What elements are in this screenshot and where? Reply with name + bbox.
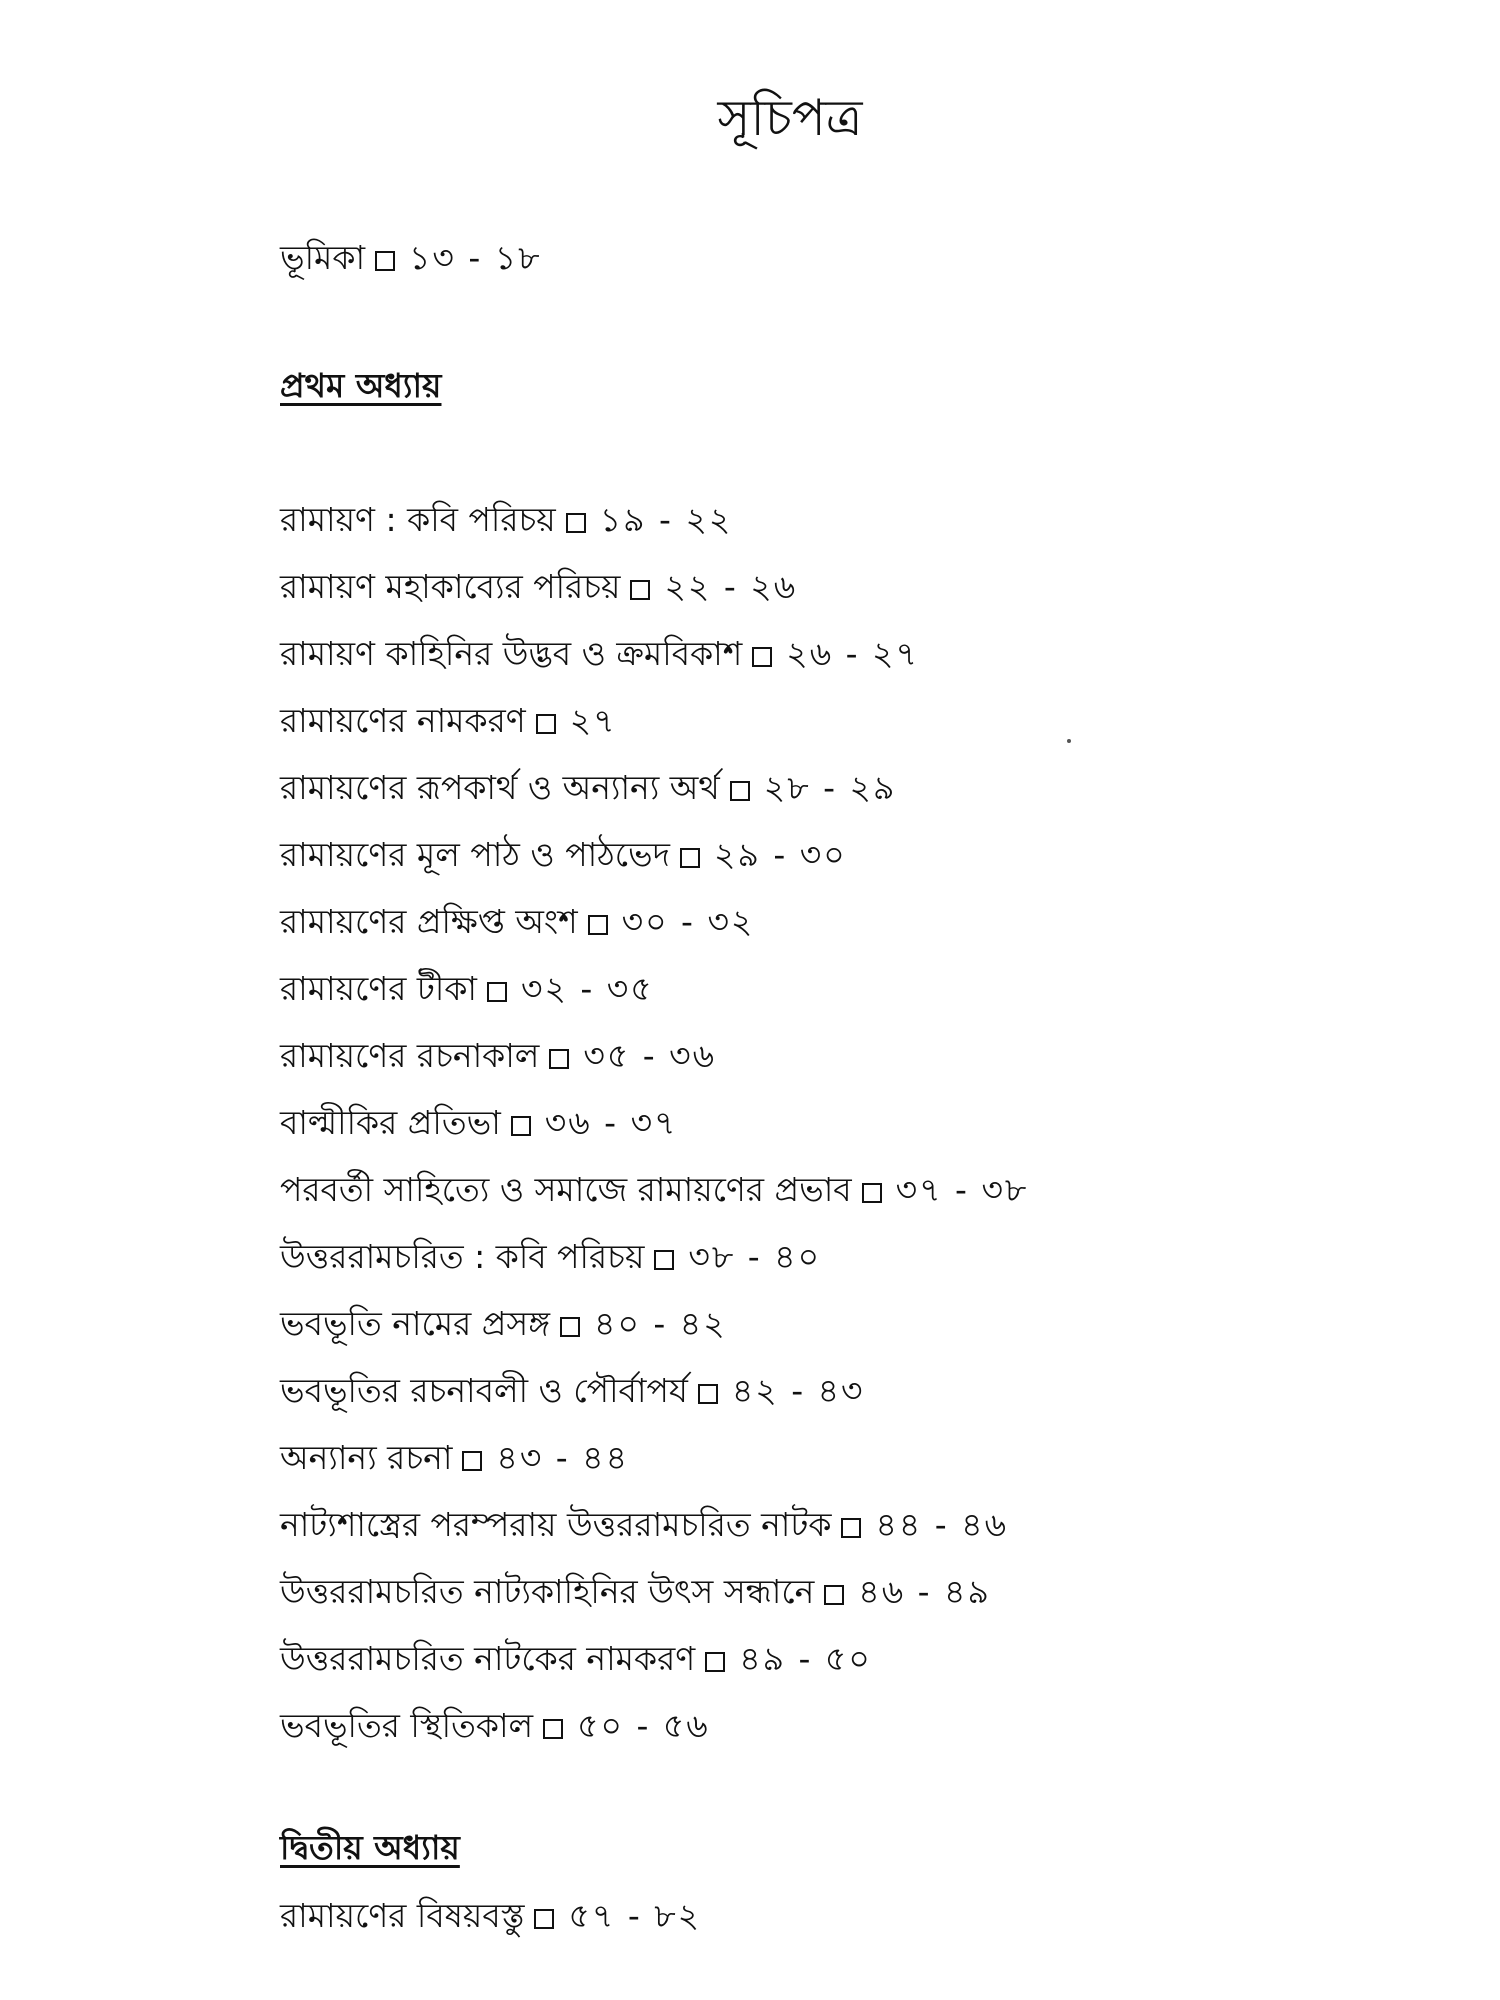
entry-pages: ৪৯ - ৫০ — [739, 1639, 872, 1678]
entry-label: ভূমিকা — [280, 238, 366, 277]
box-bullet-icon — [487, 982, 507, 1002]
entry-pages: ৪৪ - ৪৬ — [875, 1505, 1009, 1544]
box-bullet-icon — [730, 781, 750, 801]
entry-label: রামায়ণের রচনাকাল — [280, 1036, 540, 1075]
entry-label: উত্তররামচরিত : কবি পরিচয় — [280, 1237, 645, 1276]
entry-label: ভবভূতির রচনাবলী ও পৌর্বাপর্য — [280, 1371, 688, 1410]
box-bullet-icon — [588, 915, 608, 935]
entry-pages: ৪০ - ৪২ — [594, 1304, 727, 1343]
entry-pages: ২৯ - ৩০ — [713, 835, 847, 874]
box-bullet-icon — [511, 1116, 531, 1136]
toc-entry — [280, 1894, 701, 1938]
entry-label: রামায়ণ : কবি পরিচয় — [280, 500, 556, 539]
box-bullet-icon — [862, 1183, 882, 1203]
box-bullet-icon — [534, 1909, 554, 1929]
entry-label: রামায়ণের রূপকার্থ ও অন্যান্য অর্থ — [280, 768, 720, 807]
box-bullet-icon — [549, 1049, 569, 1069]
box-bullet-icon — [375, 251, 395, 271]
toc-entry — [280, 632, 919, 676]
entry-pages: ৫৭ - ৮২ — [568, 1896, 702, 1935]
toc-entry — [280, 1436, 629, 1480]
toc-entry — [280, 1570, 991, 1614]
entry-label: উত্তররামচরিত নাটকের নামকরণ — [280, 1639, 696, 1678]
entry-label: উত্তররামচরিত নাট্যকাহিনির উৎস সন্ধানে — [280, 1572, 815, 1611]
chapter-heading-2: দ্বিতীয় অধ্যায় — [280, 1828, 460, 1867]
toc-entry — [280, 1704, 710, 1748]
toc-entry — [280, 565, 797, 609]
toc-entry — [280, 1034, 716, 1078]
toc-entry — [280, 1302, 727, 1346]
entry-pages: ৩৫ - ৩৬ — [583, 1036, 717, 1075]
box-bullet-icon — [841, 1518, 861, 1538]
entry-label: রামায়ণের প্রক্ষিপ্ত অংশ — [280, 902, 578, 941]
entry-label: ভবভূতি নামের প্রসঙ্গ — [280, 1304, 551, 1343]
chapter-heading-1: প্রথম অধ্যায় — [280, 366, 442, 405]
entry-pages: ৪৩ - ৪৪ — [496, 1438, 629, 1477]
entry-pages: ২৭ — [569, 701, 617, 740]
entry-pages: ৪৬ - ৪৯ — [858, 1572, 991, 1611]
box-bullet-icon — [560, 1317, 580, 1337]
entry-pages: ৩০ - ৩২ — [621, 902, 755, 941]
entry-pages: ৪২ - ৪৩ — [731, 1371, 865, 1410]
entry-label: বাল্মীকির প্রতিভা — [280, 1103, 501, 1142]
entry-label: রামায়ণের মূল পাঠ ও পাঠভেদ — [280, 835, 670, 874]
toc-entry — [280, 1369, 865, 1413]
entry-label: নাট্যশাস্ত্রের পরম্পরায় উত্তররামচরিত নাটক — [280, 1505, 832, 1544]
toc-entry — [280, 900, 754, 944]
toc-entry — [280, 766, 896, 810]
box-bullet-icon — [543, 1719, 563, 1739]
toc-entry — [280, 833, 847, 877]
box-bullet-icon — [680, 848, 700, 868]
box-bullet-icon — [698, 1384, 718, 1404]
toc-entry — [280, 1168, 1028, 1212]
toc-entry — [280, 1101, 677, 1145]
box-bullet-icon — [824, 1585, 844, 1605]
entry-label: ভবভূতির স্থিতিকাল — [280, 1706, 534, 1745]
box-bullet-icon — [705, 1652, 725, 1672]
entry-pages: ৫০ - ৫৬ — [577, 1706, 710, 1745]
entry-label: অন্যান্য রচনা — [280, 1438, 453, 1477]
stray-ink-dot — [1067, 739, 1071, 743]
toc-entry — [280, 1637, 872, 1681]
entry-label: রামায়ণের বিষয়বস্তু — [280, 1896, 525, 1935]
box-bullet-icon — [462, 1451, 482, 1471]
toc-entry — [280, 1503, 1008, 1547]
entry-pages: ১৩ - ১৮ — [409, 238, 542, 277]
box-bullet-icon — [630, 580, 650, 600]
page-title: সূচিপত্র — [717, 89, 863, 147]
entry-pages: ২২ - ২৬ — [664, 567, 798, 606]
toc-entry-intro — [280, 236, 542, 280]
box-bullet-icon — [752, 647, 772, 667]
toc-entry — [280, 967, 654, 1011]
entry-pages: ৩২ - ৩৫ — [521, 969, 654, 1008]
entry-pages: ৩৭ - ৩৮ — [895, 1170, 1029, 1209]
box-bullet-icon — [536, 714, 556, 734]
entry-pages: ২৮ - ২৯ — [763, 768, 897, 807]
entry-label: রামায়ণ মহাকাব্যের পরিচয় — [280, 567, 621, 606]
entry-label: রামায়ণের নামকরণ — [280, 701, 526, 740]
entry-label: রামায়ণের টীকা — [280, 969, 477, 1008]
entry-label: পরবর্তী সাহিত্যে ও সমাজে রামায়ণের প্রভাব — [280, 1170, 852, 1209]
box-bullet-icon — [654, 1250, 674, 1270]
toc-entry — [280, 699, 617, 743]
entry-pages: ২৬ - ২৭ — [786, 634, 919, 673]
box-bullet-icon — [566, 513, 586, 533]
entry-pages: ৩৬ - ৩৭ — [544, 1103, 678, 1142]
toc-entry — [280, 498, 732, 542]
toc-entry — [280, 1235, 821, 1279]
toc-content — [280, 0, 1430, 2000]
entry-label: রামায়ণ কাহিনির উদ্ভব ও ক্রমবিকাশ — [280, 634, 743, 673]
entry-pages: ১৯ - ২২ — [599, 500, 733, 539]
entry-pages: ৩৮ - ৪০ — [688, 1237, 822, 1276]
